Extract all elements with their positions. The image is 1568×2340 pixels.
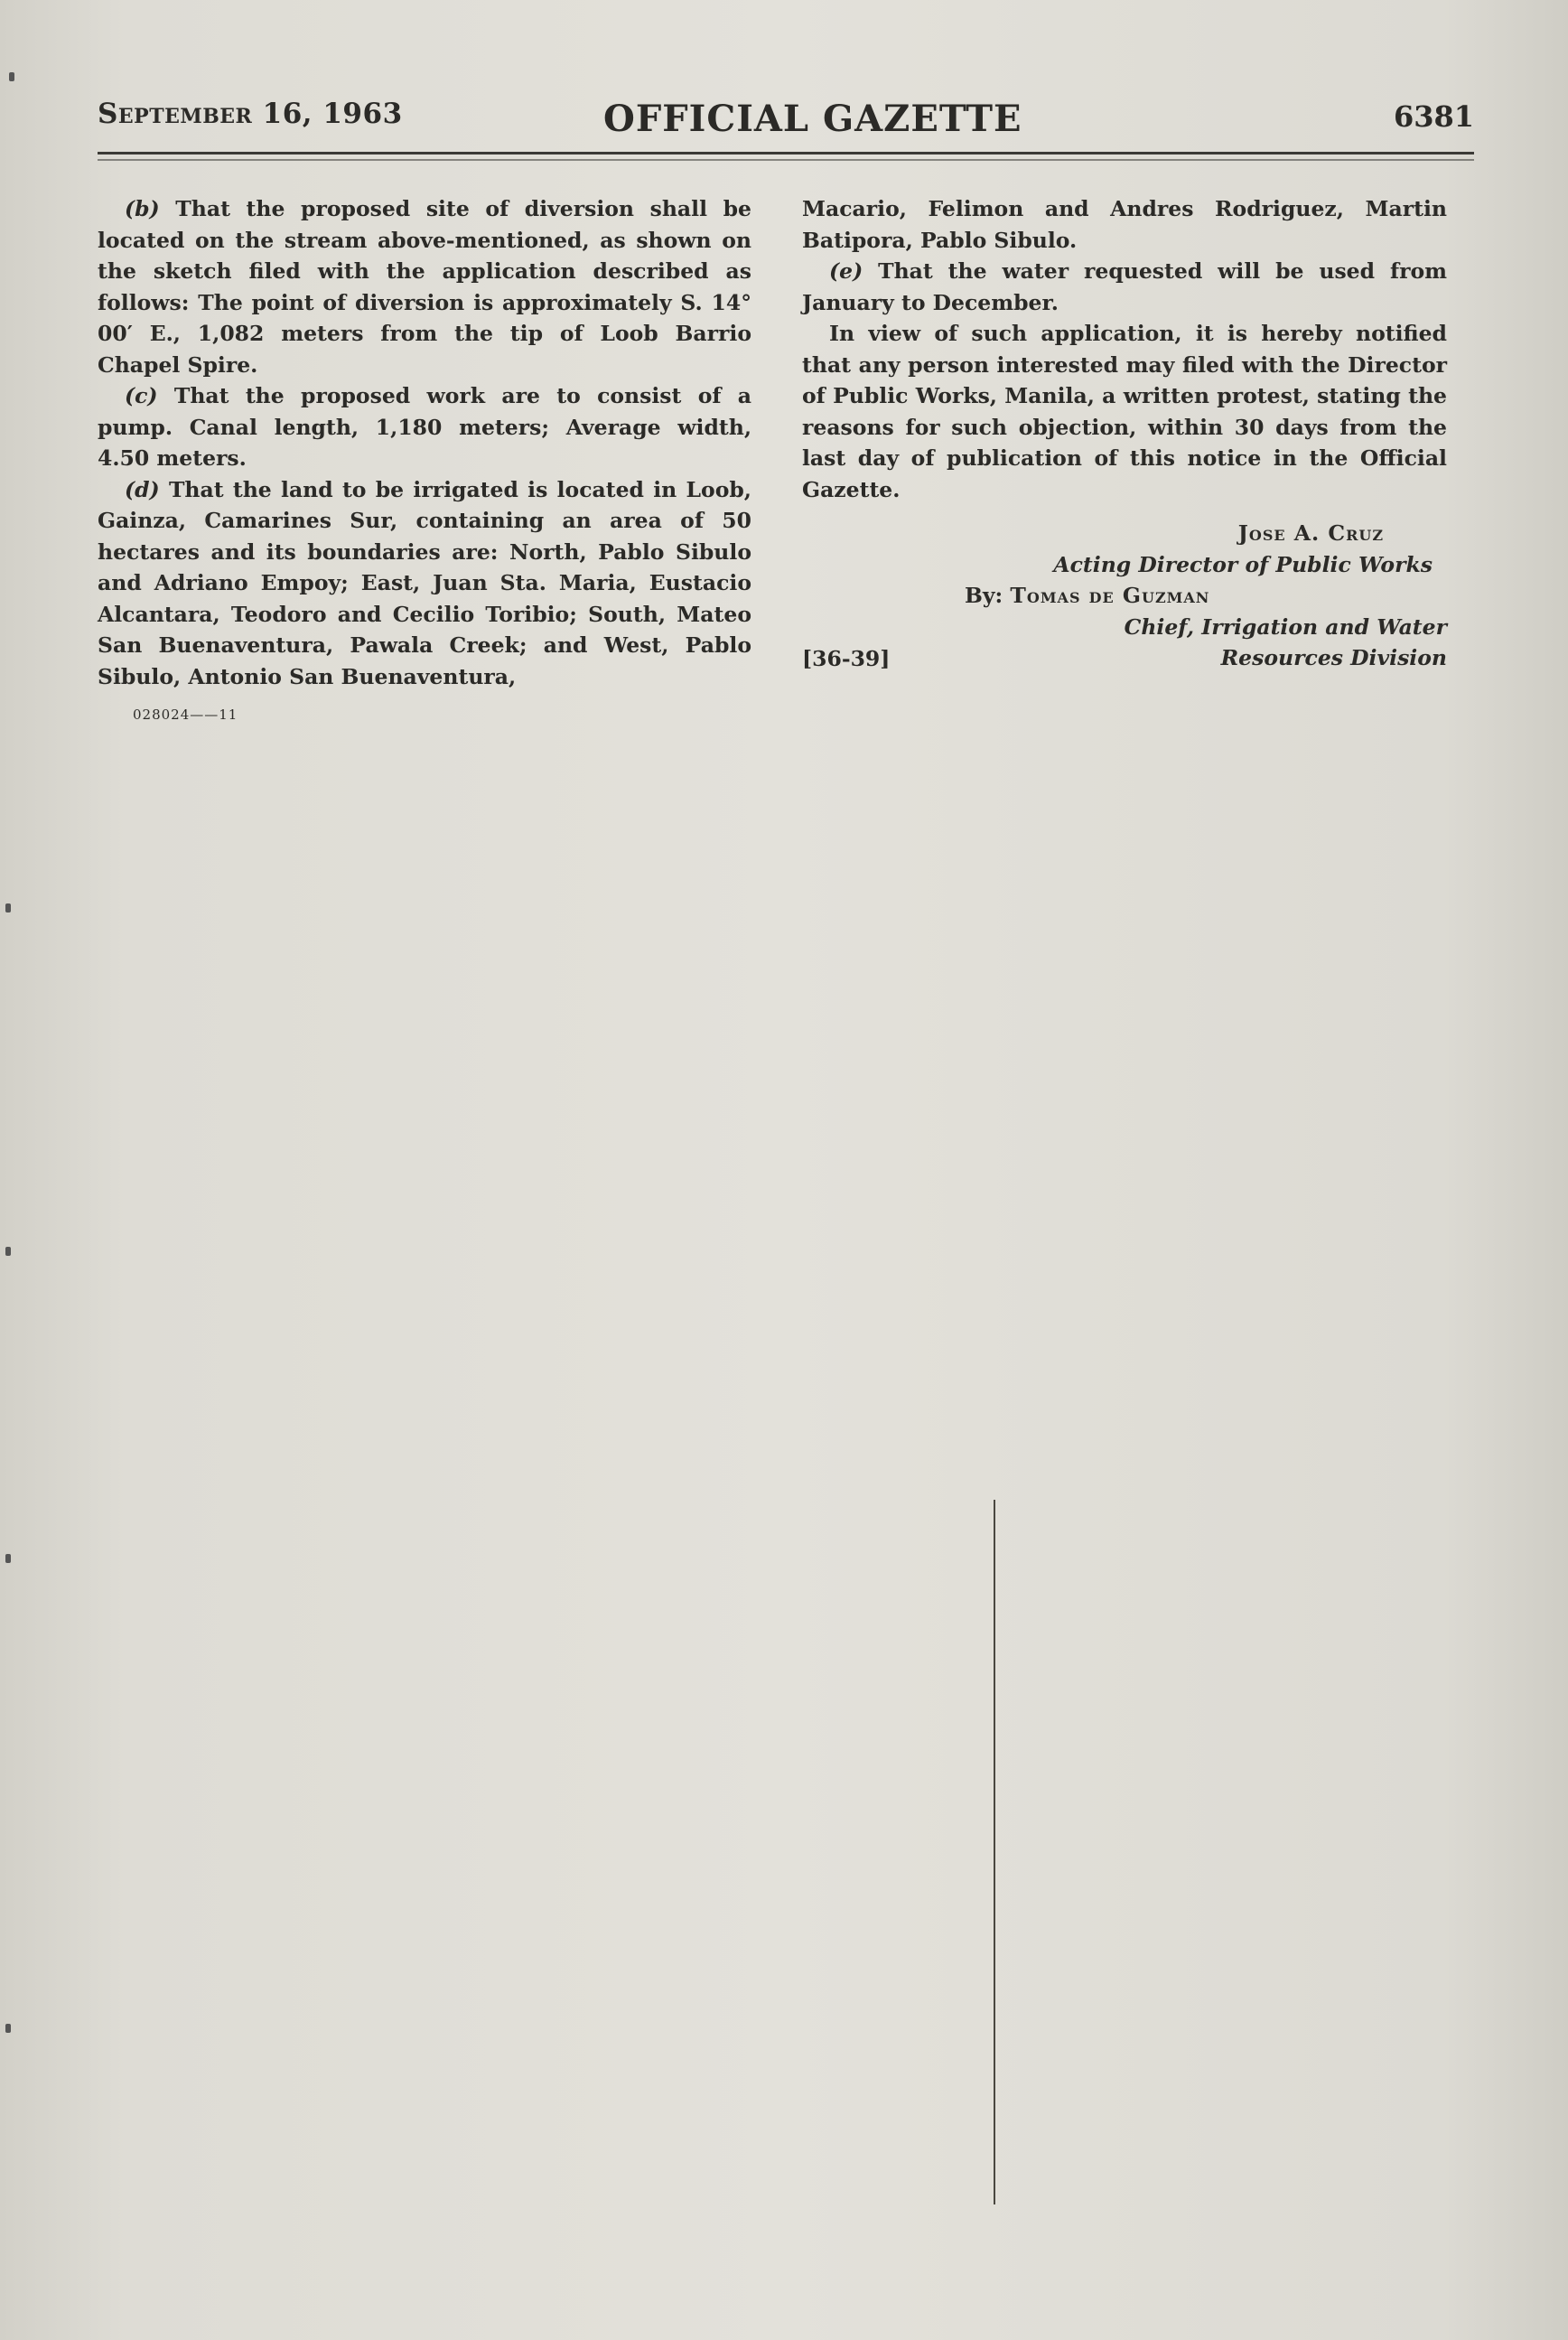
by-label: By: — [965, 583, 1003, 608]
paragraph-e-label: (e) — [829, 258, 863, 284]
paragraph-c — [98, 380, 751, 474]
margin-mark — [5, 903, 11, 913]
signatory-title: Acting Director of Public Works — [1053, 551, 1433, 577]
by-name: Tomas de Guzman — [1010, 583, 1210, 608]
by-title: Chief, Irrigation and Water Resources Division — [1124, 613, 1447, 670]
paragraph-d-text: That the land to be irrigated is located in Loob, Gainza, Camarines Sur, containing an area of 50 hectares and its boundaries are: North, Pablo Sibulo and Adriano Empoy; East, Juan Sta. Maria, Eustacio Alcantara, Teodoro and Cecilio Toribio; South, Mateo San Buenaventura, Pawala Creek; and West, Pablo Sibulo, Antonio San Buenaventura, — [98, 476, 751, 689]
signatory-title-row — [802, 549, 1447, 581]
pencil-line — [994, 1500, 995, 2204]
margin-mark — [5, 2024, 11, 2033]
left-column — [98, 193, 751, 692]
reference-code: [36-39] — [802, 645, 891, 671]
by-row — [802, 580, 1447, 612]
header-title: OFFICIAL GAZETTE — [603, 98, 1022, 140]
header-date: September 16, 1963 — [98, 98, 403, 130]
paragraph-e — [802, 256, 1447, 318]
signatory-block — [802, 518, 1447, 549]
paragraph-b-text: That the proposed site of diversion shall be located on the stream above-mentioned, as shown on the sketch filed with the application described as follows: The point of diversion is approximately S. 14° 00′ E., 1,082 meters from the tip of Loob Barrio Chapel Spire. — [98, 196, 751, 378]
paragraph-b-label: (b) — [125, 196, 160, 221]
paragraph-b — [98, 193, 751, 380]
header-page-number: 6381 — [1393, 99, 1474, 134]
paragraph-d-continued: Macario, Felimon and Andres Rodriguez, Martin Batipora, Pablo Sibulo. — [802, 196, 1447, 253]
header-rule-secondary — [98, 159, 1474, 161]
header-rule — [98, 152, 1474, 154]
paragraph-d — [98, 474, 751, 693]
print-code: 028024——11 — [133, 707, 238, 723]
margin-mark — [5, 1554, 11, 1563]
reference-row — [802, 643, 1447, 674]
margin-mark — [9, 72, 14, 81]
signatory-name: Jose A. Cruz — [1237, 520, 1384, 546]
paragraph-c-label: (c) — [125, 383, 158, 408]
margin-mark — [5, 1247, 11, 1256]
right-column — [802, 193, 1447, 674]
paragraph-c-text: That the proposed work are to consist of a pump. Canal length, 1,180 meters; Average width, 4.50 meters. — [98, 383, 752, 471]
page-header — [98, 98, 1474, 143]
notice-paragraph: In view of such application, it is hereby notified that any person interested may filed with the Director of Public Works, Manila, a written protest, stating the reasons for such objection, within 30 days from the last day of publication of this notice in the Official Gazette. — [802, 321, 1447, 502]
paragraph-d-label: (d) — [125, 476, 160, 502]
paragraph-e-text: That the water requested will be used from January to December. — [802, 258, 1447, 315]
